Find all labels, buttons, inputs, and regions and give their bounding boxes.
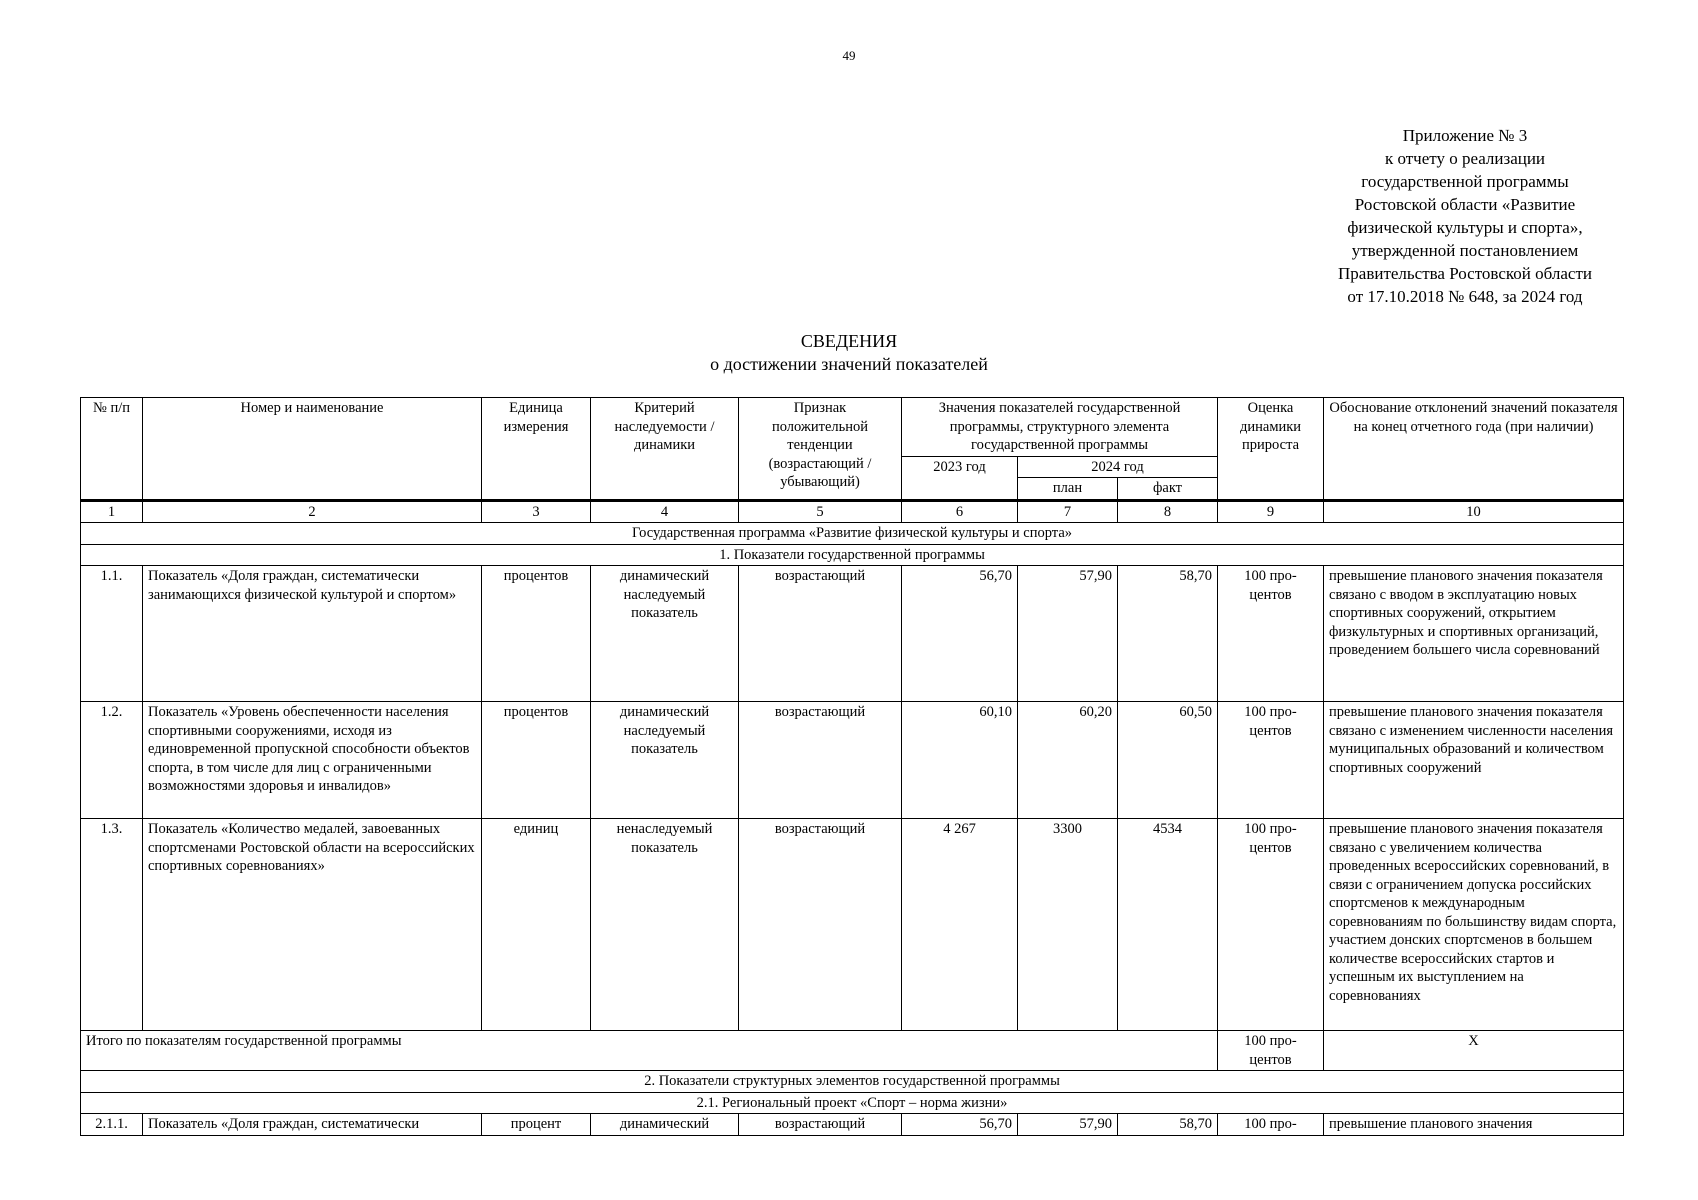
document-title [0, 330, 1698, 376]
row-criterion: динамический наследуемый показатель [591, 566, 739, 702]
appendix-line: Приложение № 3 [1402, 126, 1528, 145]
section-row [81, 1071, 1624, 1093]
row-fact: 60,50 [1118, 702, 1218, 819]
subtitle: о достижении значений показателей [710, 354, 988, 374]
appendix-line: физической культуры и спорта», [1347, 218, 1583, 237]
column-number: 7 [1018, 500, 1118, 523]
header-justification: Обоснование отклонений значений показателя на конец отчетного года (при наличии) [1324, 398, 1624, 501]
appendix-line: государственной программы [1361, 172, 1569, 191]
total-mark: X [1324, 1031, 1624, 1071]
row-dynamics: 100 про- центов [1218, 702, 1324, 819]
table-row [81, 702, 1624, 819]
header-name: Номер и наименование [143, 398, 482, 501]
column-number: 6 [902, 500, 1018, 523]
appendix-line: от 17.10.2018 № 648, за 2024 год [1347, 287, 1583, 306]
row-trend: возрастающий [739, 566, 902, 702]
column-number: 10 [1324, 500, 1624, 523]
row-unit: единиц [482, 819, 591, 1031]
row-justification: превышение планового значения показателя связано с увеличением количества проведенных всероссийских соревнований, в связи с ограничением допуска российских спортсменов к международным соревнованиям по большинству видам спорта, участием донских спортсменов в большем количестве всероссийских стартов и успешным их выступлением на соревнованиях [1324, 819, 1624, 1031]
row-plan: 3300 [1018, 819, 1118, 1031]
header-2023: 2023 год [902, 456, 1018, 500]
total-label: Итого по показателям государственной программы [81, 1031, 1218, 1071]
page-number: 49 [842, 48, 856, 63]
header-num: № п/п [81, 398, 143, 501]
header-plan: план [1018, 478, 1118, 501]
header-values-group: Значения показателей государственной программы, структурного элемента государственной программы [902, 398, 1218, 457]
table-row [81, 566, 1624, 702]
row-criterion: ненаследуемый показатель [591, 819, 739, 1031]
row-fact: 58,70 [1118, 1114, 1218, 1136]
section-row [81, 523, 1624, 545]
row-fact: 58,70 [1118, 566, 1218, 702]
header-dynamics: Оценка динамики прироста [1218, 398, 1324, 501]
table-row [81, 819, 1624, 1031]
header-criterion: Критерий наследуемости / динамики [591, 398, 739, 501]
row-dynamics: 100 про- центов [1218, 566, 1324, 702]
row-unit: процент [482, 1114, 591, 1136]
row-name: Показатель «Доля граждан, систематически [143, 1114, 482, 1136]
column-number: 9 [1218, 500, 1324, 523]
row-unit: процентов [482, 702, 591, 819]
column-number: 2 [143, 500, 482, 523]
row-plan: 60,20 [1018, 702, 1118, 819]
section-2: 2. Показатели структурных элементов государственной программы [81, 1071, 1624, 1093]
row-value-2023: 60,10 [902, 702, 1018, 819]
row-plan: 57,90 [1018, 1114, 1118, 1136]
header-fact: факт [1118, 478, 1218, 501]
appendix-line: Ростовской области «Развитие [1354, 195, 1576, 214]
row-dynamics: 100 про- [1218, 1114, 1324, 1136]
row-name: Показатель «Доля граждан, систематически занимающихся физической культурой и спортом» [143, 566, 482, 702]
row-justification: превышение планового значения показателя связано с вводом в эксплуатацию новых спортивных сооружений, открытием физкультурных и спортивных организаций, проведением большего числа соревнований [1324, 566, 1624, 702]
header-trend: Признак положительной тенденции (возрастающий / убывающий) [739, 398, 902, 501]
row-criterion: динамический [591, 1114, 739, 1136]
row-num: 1.1. [81, 566, 143, 702]
title: СВЕДЕНИЯ [800, 331, 898, 351]
header-unit: Единица измерения [482, 398, 591, 501]
row-value-2023: 4 267 [902, 819, 1018, 1031]
column-number: 8 [1118, 500, 1218, 523]
row-value-2023: 56,70 [902, 566, 1018, 702]
column-numbers-row [81, 500, 1624, 523]
column-number: 1 [81, 500, 143, 523]
header-row [81, 398, 1624, 457]
row-dynamics: 100 про- центов [1218, 819, 1324, 1031]
row-trend: возрастающий [739, 1114, 902, 1136]
appendix-line: к отчету о реализации [1384, 149, 1546, 168]
row-num: 1.2. [81, 702, 143, 819]
row-plan: 57,90 [1018, 566, 1118, 702]
row-num: 1.3. [81, 819, 143, 1031]
section-2-1: 2.1. Региональный проект «Спорт – норма жизни» [81, 1092, 1624, 1114]
header-2024: 2024 год [1018, 456, 1218, 478]
row-trend: возрастающий [739, 702, 902, 819]
total-row [81, 1031, 1624, 1071]
total-dynamics: 100 про- центов [1218, 1031, 1324, 1071]
column-number: 3 [482, 500, 591, 523]
appendix-note [1290, 124, 1640, 308]
row-fact: 4534 [1118, 819, 1218, 1031]
row-unit: процентов [482, 566, 591, 702]
column-number: 5 [739, 500, 902, 523]
row-name: Показатель «Уровень обеспеченности населения спортивными сооружениями, исходя из единовременной пропускной способности объектов спорта, в том числе для лиц с ограниченными возможностями здоровья и инвалидов» [143, 702, 482, 819]
row-trend: возрастающий [739, 819, 902, 1031]
section-row [81, 1092, 1624, 1114]
section-row [81, 544, 1624, 566]
appendix-line: утвержденной постановлением [1351, 241, 1579, 260]
table-row [81, 1114, 1624, 1136]
column-number: 4 [591, 500, 739, 523]
row-criterion: динамический наследуемый показатель [591, 702, 739, 819]
row-name: Показатель «Количество медалей, завоеванных спортсменами Ростовской области на всероссийских спортивных соревнованиях» [143, 819, 482, 1031]
row-value-2023: 56,70 [902, 1114, 1018, 1136]
indicators-table [80, 397, 1624, 1136]
section-1: 1. Показатели государственной программы [81, 544, 1624, 566]
row-justification: превышение планового значения [1324, 1114, 1624, 1136]
appendix-line: Правительства Ростовской области [1338, 264, 1592, 283]
row-justification: превышение планового значения показателя связано с изменением численности населения муниципальных образований и количеством спортивных сооружений [1324, 702, 1624, 819]
section-program: Государственная программа «Развитие физической культуры и спорта» [81, 523, 1624, 545]
row-num: 2.1.1. [81, 1114, 143, 1136]
